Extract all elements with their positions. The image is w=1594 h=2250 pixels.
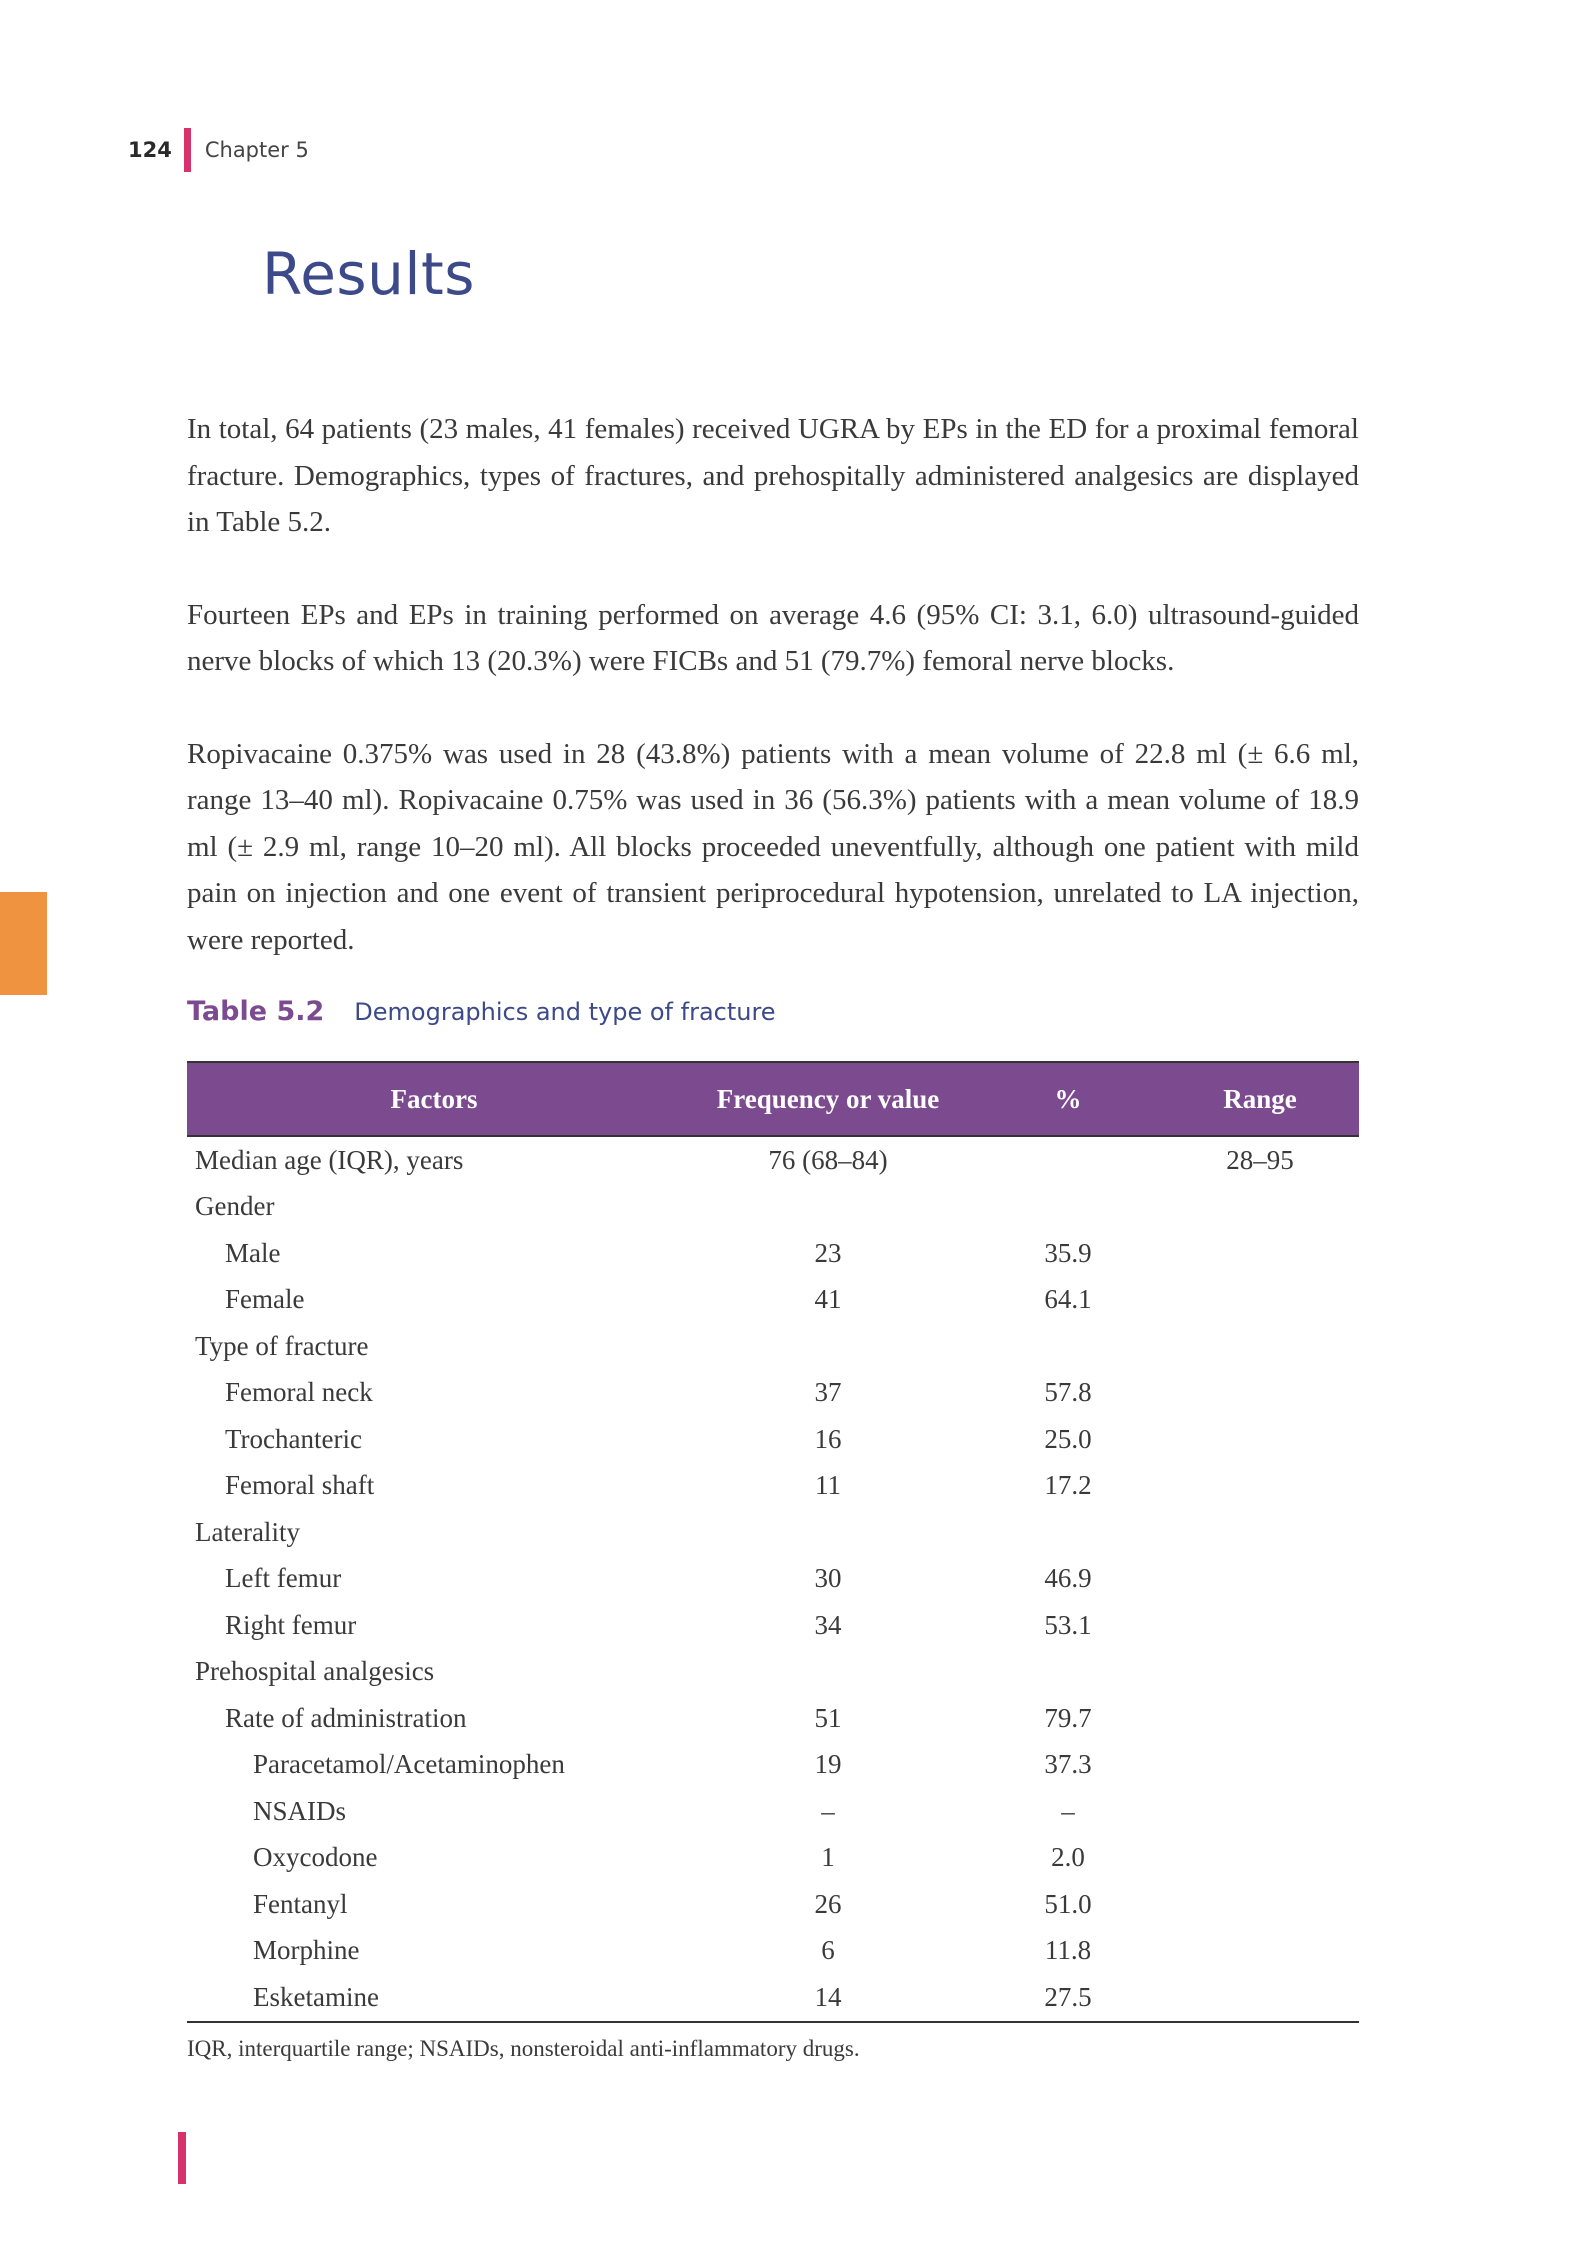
range-cell xyxy=(1161,1974,1359,2022)
factor-cell: Laterality xyxy=(195,1516,300,1547)
factor-cell: Trochanteric xyxy=(225,1423,362,1454)
range-cell xyxy=(1161,1928,1359,1975)
percent-cell: 53.1 xyxy=(1044,1609,1092,1640)
percent-cell xyxy=(975,1323,1161,1370)
factor-cell: Male xyxy=(225,1237,281,1268)
percent-cell: 11.8 xyxy=(1044,1935,1092,1966)
frequency-cell: 30 xyxy=(814,1563,842,1594)
table-label: Table 5.2 xyxy=(187,996,325,1027)
range-cell xyxy=(1161,1509,1359,1556)
frequency-cell: 19 xyxy=(814,1749,842,1780)
range-cell: 28–95 xyxy=(1226,1144,1294,1175)
range-cell xyxy=(1161,1370,1359,1417)
table-row xyxy=(187,1416,1359,1463)
factor-cell: Rate of administration xyxy=(225,1702,467,1733)
percent-cell: 2.0 xyxy=(1051,1842,1085,1873)
table-row xyxy=(187,1370,1359,1417)
factor-cell: Femoral neck xyxy=(225,1377,373,1408)
table-title: Demographics and type of fracture xyxy=(354,998,776,1026)
frequency-cell xyxy=(681,1323,975,1370)
running-header xyxy=(128,128,309,172)
frequency-cell xyxy=(681,1509,975,1556)
range-cell xyxy=(1161,1463,1359,1510)
range-cell xyxy=(1161,1695,1359,1742)
table-row xyxy=(187,1136,1359,1184)
factor-cell: Femoral shaft xyxy=(225,1470,375,1501)
range-cell xyxy=(1161,1649,1359,1696)
factor-cell: Esketamine xyxy=(253,1981,379,2012)
frequency-cell: 26 xyxy=(814,1888,842,1919)
table-header-row xyxy=(187,1062,1359,1136)
paragraph: Ropivacaine 0.375% was used in 28 (43.8%) patients with a mean volume of 22.8 ml (± 6.6 ml, range 13–40 ml). Ropivacaine 0.75% was used in 36 (56.3%) patients with a mean volume of 18.9 ml (± 2.9 ml, range 10–20 ml). All blocks proceeded uneventfully, although one patient with mild pain on injection and one event of transient periprocedural hypotension, unrelated to LA injection, were reported. xyxy=(187,737,1359,956)
percent-cell xyxy=(975,1649,1161,1696)
table-row xyxy=(187,1230,1359,1277)
frequency-cell: 76 (68–84) xyxy=(768,1144,888,1175)
frequency-cell: 6 xyxy=(821,1935,835,1966)
range-cell xyxy=(1161,1230,1359,1277)
percent-cell xyxy=(975,1509,1161,1556)
table-row xyxy=(187,1974,1359,2022)
demographics-table xyxy=(187,1061,1359,2023)
frequency-cell xyxy=(681,1649,975,1696)
page-number: 124 xyxy=(128,138,172,162)
frequency-cell: – xyxy=(821,1795,835,1826)
frequency-cell: 37 xyxy=(814,1377,842,1408)
factor-cell: Morphine xyxy=(253,1935,360,1966)
table-row xyxy=(187,1277,1359,1324)
column-header: Factors xyxy=(187,1062,681,1136)
table-row xyxy=(187,1695,1359,1742)
table-row xyxy=(187,1323,1359,1370)
table-row xyxy=(187,1509,1359,1556)
range-cell xyxy=(1161,1323,1359,1370)
column-header: % xyxy=(975,1062,1161,1136)
paragraph: Fourteen EPs and EPs in training performed on average 4.6 (95% CI: 3.1, 6.0) ultrasound-guided nerve blocks of which 13 (20.3%) were FICBs and 51 (79.7%) femoral nerve blocks. xyxy=(187,598,1359,677)
percent-cell: 25.0 xyxy=(1044,1423,1092,1454)
factor-cell: Oxycodone xyxy=(253,1842,378,1873)
chapter-label: Chapter 5 xyxy=(204,138,309,162)
table-caption xyxy=(187,996,776,1027)
factor-cell: NSAIDs xyxy=(253,1795,347,1826)
chapter-side-tab xyxy=(0,892,47,995)
table-row xyxy=(187,1184,1359,1231)
factor-cell: Prehospital analgesics xyxy=(195,1656,435,1687)
factor-cell: Left femur xyxy=(225,1563,342,1594)
percent-cell: 51.0 xyxy=(1044,1888,1092,1919)
frequency-cell: 41 xyxy=(814,1284,842,1315)
paragraph: In total, 64 patients (23 males, 41 females) received UGRA by EPs in the ED for a proximal femoral fracture. Demographics, types of fractures, and prehospitally administered analgesics are displayed in Table 5.2. xyxy=(187,413,1359,538)
range-cell xyxy=(1161,1602,1359,1649)
percent-cell xyxy=(975,1136,1161,1184)
frequency-cell: 1 xyxy=(821,1842,835,1873)
range-cell xyxy=(1161,1788,1359,1835)
percent-cell: 57.8 xyxy=(1044,1377,1092,1408)
range-cell xyxy=(1161,1184,1359,1231)
frequency-cell: 11 xyxy=(815,1470,841,1501)
range-cell xyxy=(1161,1835,1359,1882)
column-header: Frequency or value xyxy=(681,1062,975,1136)
frequency-cell: 16 xyxy=(814,1423,842,1454)
factor-cell: Female xyxy=(225,1284,305,1315)
table-row xyxy=(187,1556,1359,1603)
range-cell xyxy=(1161,1881,1359,1928)
percent-cell: 64.1 xyxy=(1044,1284,1092,1315)
table-row xyxy=(187,1928,1359,1975)
table-row xyxy=(187,1649,1359,1696)
range-cell xyxy=(1161,1742,1359,1789)
header-accent-bar xyxy=(184,128,191,172)
factor-cell: Median age (IQR), years xyxy=(195,1144,464,1175)
factor-cell: Fentanyl xyxy=(253,1888,348,1919)
range-cell xyxy=(1161,1556,1359,1603)
percent-cell: 35.9 xyxy=(1044,1237,1092,1268)
table-footnote: IQR, interquartile range; NSAIDs, nonsteroidal anti-inflammatory drugs. xyxy=(187,2036,860,2061)
footer-accent-bar xyxy=(178,2132,186,2184)
factor-cell: Right femur xyxy=(225,1609,357,1640)
column-header: Range xyxy=(1161,1062,1359,1136)
section-title: Results xyxy=(262,240,475,308)
frequency-cell: 14 xyxy=(814,1981,842,2012)
percent-cell: – xyxy=(1061,1795,1075,1826)
range-cell xyxy=(1161,1416,1359,1463)
table-row xyxy=(187,1602,1359,1649)
frequency-cell: 51 xyxy=(814,1702,842,1733)
table-row xyxy=(187,1788,1359,1835)
percent-cell: 46.9 xyxy=(1044,1563,1092,1594)
frequency-cell: 23 xyxy=(814,1237,842,1268)
table-row xyxy=(187,1463,1359,1510)
percent-cell: 37.3 xyxy=(1044,1749,1092,1780)
percent-cell xyxy=(975,1184,1161,1231)
percent-cell: 17.2 xyxy=(1044,1470,1092,1501)
frequency-cell xyxy=(681,1184,975,1231)
factor-cell: Paracetamol/Acetaminophen xyxy=(253,1749,565,1780)
percent-cell: 79.7 xyxy=(1044,1702,1092,1733)
body-text xyxy=(187,406,1359,1009)
range-cell xyxy=(1161,1277,1359,1324)
percent-cell: 27.5 xyxy=(1044,1981,1092,2012)
table-row xyxy=(187,1881,1359,1928)
factor-cell: Type of fracture xyxy=(195,1330,369,1361)
factor-cell: Gender xyxy=(195,1191,275,1222)
frequency-cell: 34 xyxy=(814,1609,842,1640)
table-row xyxy=(187,1742,1359,1789)
table-row xyxy=(187,1835,1359,1882)
